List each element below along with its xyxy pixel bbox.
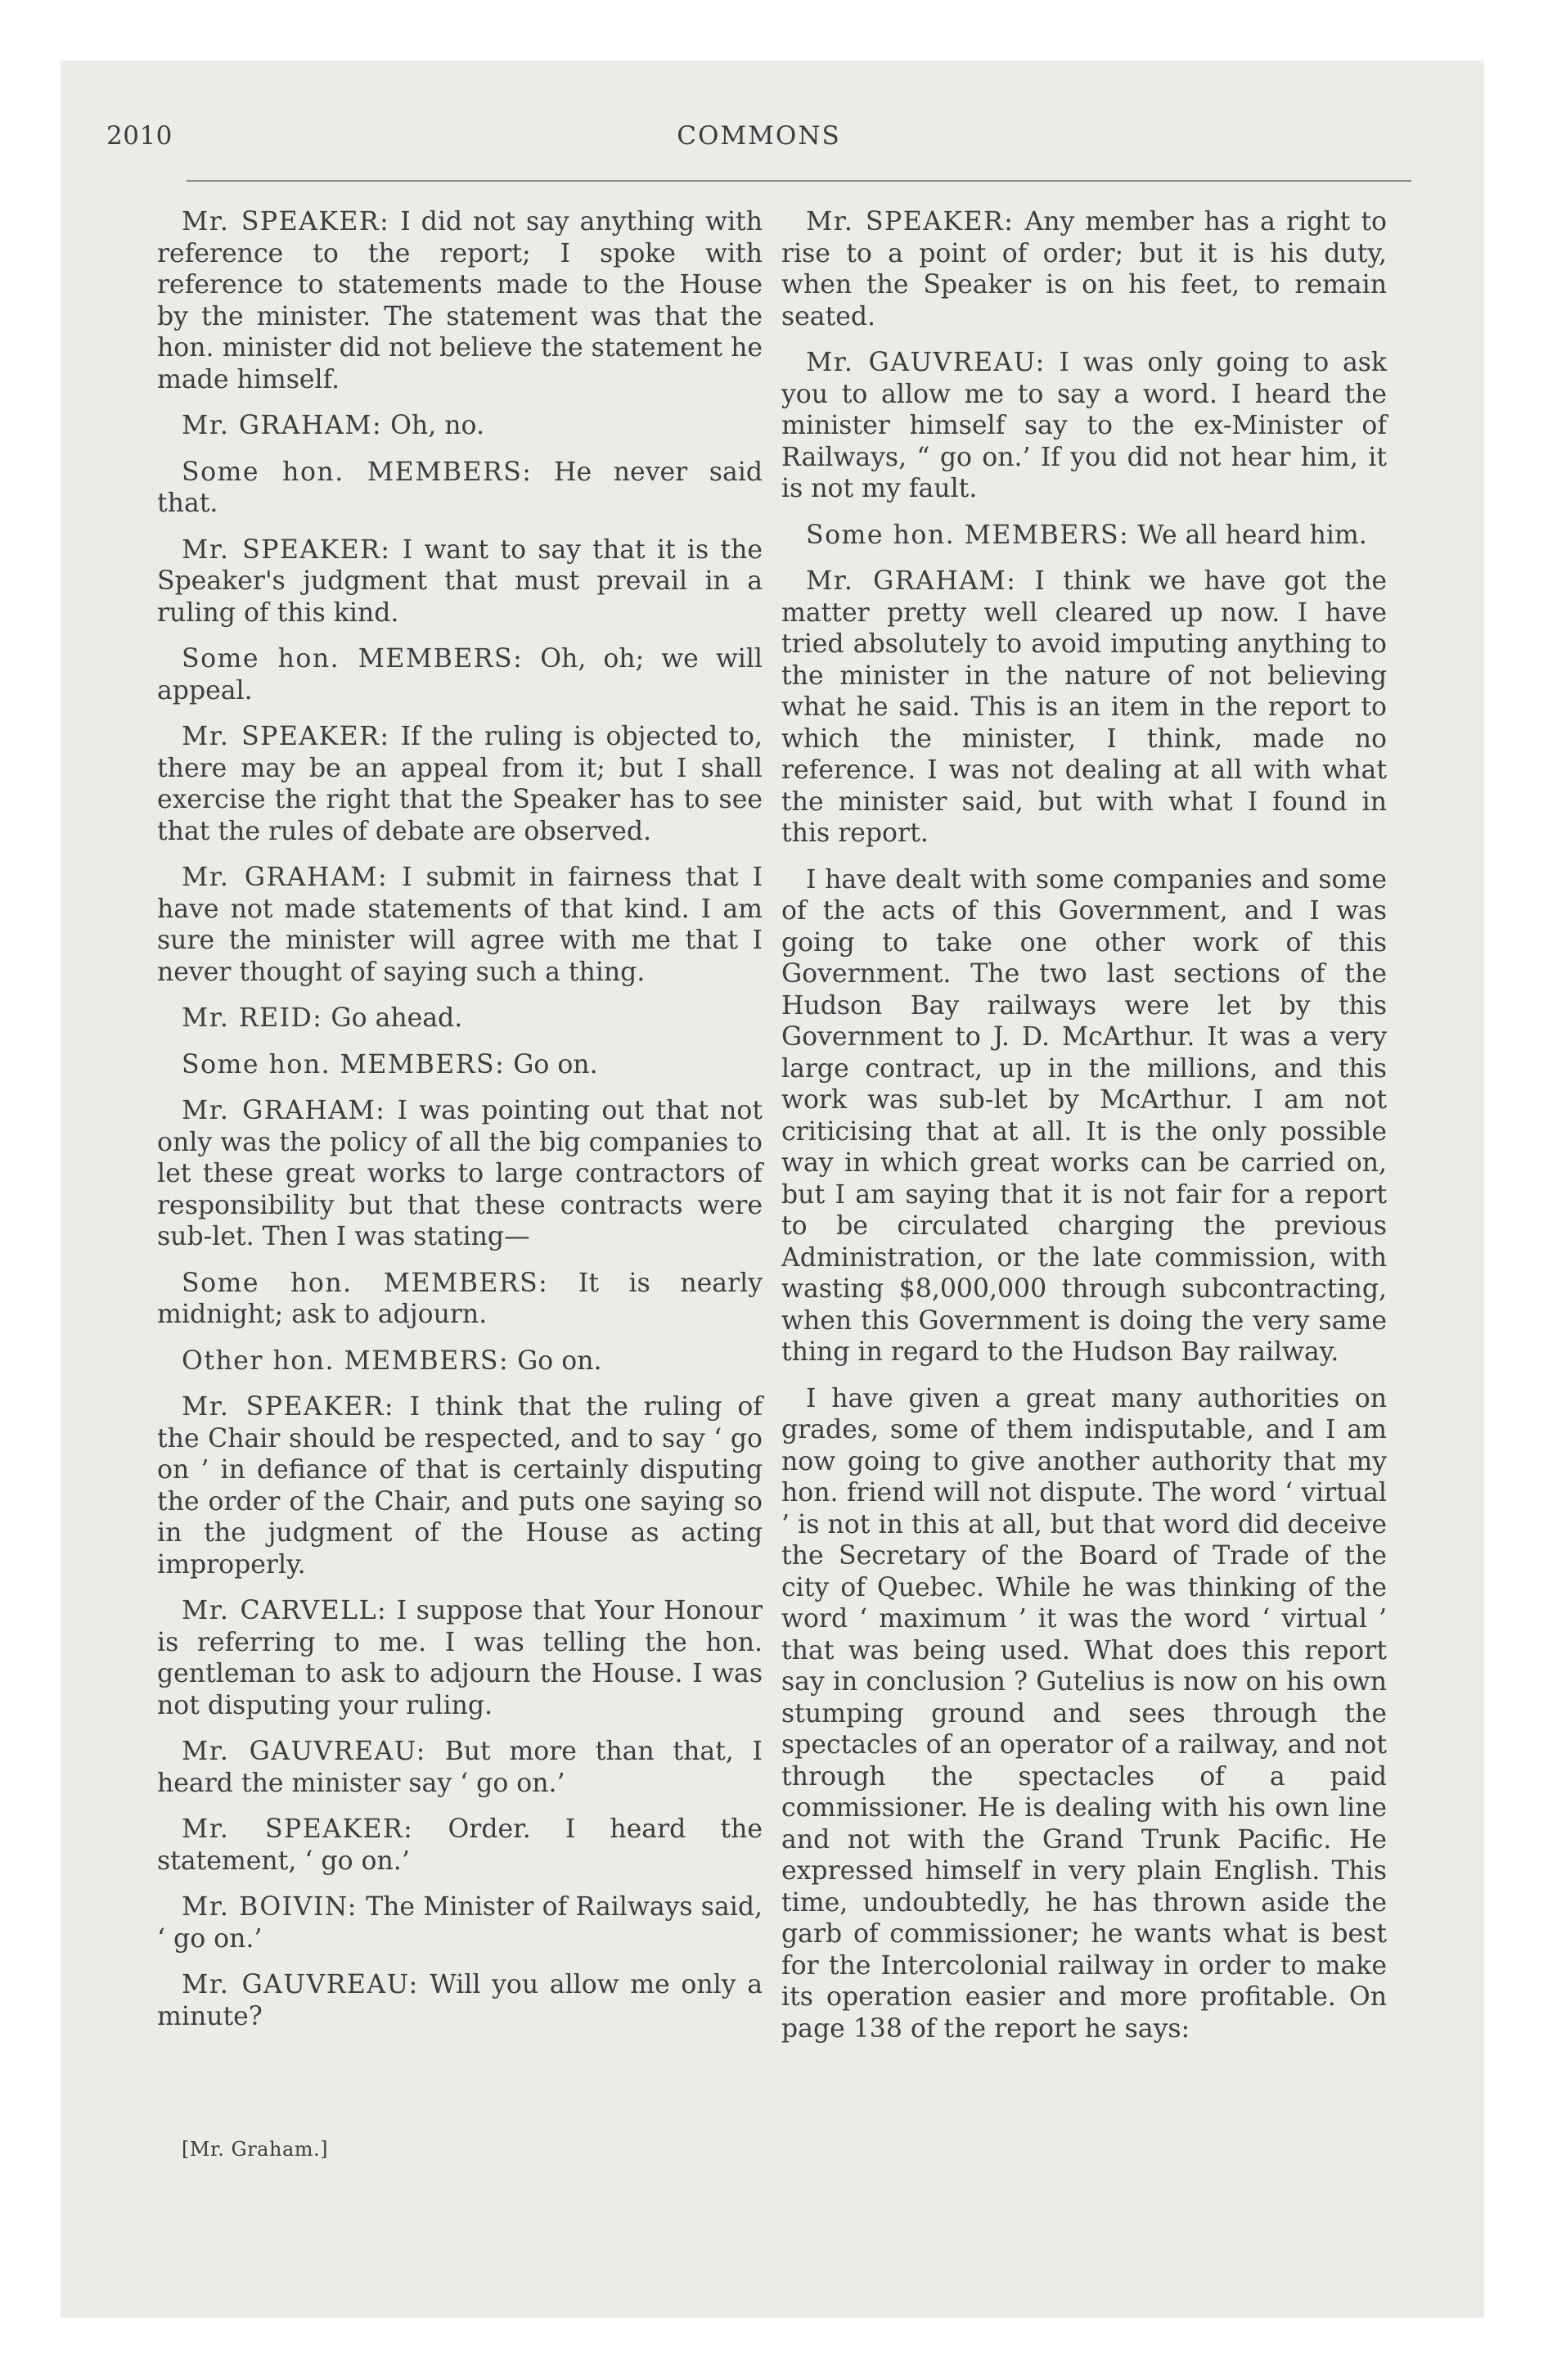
speech-text: It is nearly midnight; ask to adjourn.: [157, 1268, 763, 1329]
paragraph: [157, 1969, 763, 2032]
page-header: [106, 121, 1411, 154]
speech-text: I want to say that it is the Speaker's judgment that must prevail in a ruling of this kind.: [157, 534, 763, 628]
speech-text: I think that the ruling of the Chair should be respected, and to say ‘ go on ’ in defiance of that is certainly disputing the order of the Chair, and puts one saying so in the judgment of the House as acting improperly.: [157, 1392, 763, 1580]
header-rule: [187, 180, 1411, 182]
left-column: [157, 206, 763, 2047]
speaker-name: Mr. BOIVIN:: [182, 1892, 358, 1922]
speaker-name: Other hon. MEMBERS:: [182, 1346, 510, 1376]
speaker-name: Mr. SPEAKER:: [182, 534, 391, 565]
paragraph: [157, 206, 763, 395]
speech-text: Order. I heard the statement, ‘ go on.’: [157, 1814, 763, 1876]
paragraph: [157, 1736, 763, 1799]
paragraph: [781, 864, 1387, 1368]
speaker-name: Mr. GAUVREAU:: [182, 1737, 426, 1766]
speech-text: We all heard him.: [1137, 520, 1367, 550]
speaker-name: Mr. SPEAKER:: [182, 1392, 395, 1422]
paragraph: [157, 1346, 763, 1377]
paragraph: [157, 1891, 763, 1954]
paragraph: [157, 643, 763, 706]
paragraph: [157, 862, 763, 988]
speech-text: I submit in fairness that I have not made statements of that kind. I am sure the minister will agree with me that I never thought of saying such a thing.: [157, 863, 763, 987]
speech-text: I was pointing out that not only was the policy of all the big companies to let these great works to large contractors of responsibility but that these contracts were sub-let. Then I was stating—: [157, 1096, 763, 1251]
speech-text: Go on.: [513, 1049, 598, 1080]
speaker-name: Mr. REID:: [182, 1003, 323, 1033]
speech-text: Go on.: [517, 1346, 602, 1376]
paragraph: [157, 1391, 763, 1580]
paragraph: [157, 1268, 763, 1331]
paragraph: [157, 457, 763, 520]
paragraph: [781, 566, 1387, 850]
speaker-name: Some hon. MEMBERS:: [806, 520, 1130, 550]
speaker-name: Mr. SPEAKER:: [182, 722, 390, 751]
speaker-name: Mr. GAUVREAU:: [806, 348, 1046, 377]
speech-text: Any member has a right to rise to a point of order; but it is his duty, when the Speaker is on his feet, to remain seated.: [781, 207, 1387, 331]
speech-text: But more than that, I heard the minister say ‘ go on.’: [157, 1737, 763, 1798]
paragraph: [781, 1383, 1387, 2045]
speech-text: Oh, oh; we will appeal.: [157, 644, 763, 705]
speech-text: Go ahead.: [331, 1003, 463, 1033]
speaker-name: Some hon. MEMBERS:: [182, 644, 524, 674]
speaker-name: Mr. GRAHAM:: [806, 566, 1017, 596]
speech-text: If the ruling is objected to, there may be an appeal from it; but I shall exercise the right that the Speaker has to see that the rules of debate are observed.: [157, 722, 763, 846]
speech-text: I have given a great many authorities on grades, some of them indisputable, and I am now going to give another authority that my hon. friend will not dispute. The word ‘ virtual ’ is not in this at all, but that word did deceive the Secretary of the Board of Trade of the city of Quebec. While he was thinking of the word ‘ maximum ’ it was the word ‘ virtual ’ that was being used. What does this report say in conclusion ? Gutelius is now on his own stumping ground and sees through the spectacles of an operator of a railway, and not through the spectacles of a paid commissioner. He is dealing with his own line and not with the Grand Trunk Pacific. He expressed himself in very plain English. This time, undoubtedly, he has thrown aside the garb of commissioner; he wants what is best for the Intercolonial railway in order to make its operation easier and more profitable. On page 138 of the report he says:: [781, 1383, 1387, 2044]
speaker-name: Mr. GRAHAM:: [182, 411, 383, 440]
paragraph: [781, 520, 1387, 552]
speaker-name: Mr. GRAHAM:: [182, 1096, 386, 1125]
speaker-name: Some hon. MEMBERS:: [182, 1268, 549, 1298]
paragraph: [157, 1003, 763, 1034]
speaker-name: Mr. SPEAKER:: [806, 207, 1015, 237]
paragraph: [157, 410, 763, 442]
speaker-name: Some hon. MEMBERS:: [182, 457, 533, 487]
speech-text: I suppose that Your Honour is referring to me. I was telling the hon. gentleman to ask to adjourn the House. I was not disputing your ruling.: [157, 1596, 763, 1720]
right-column: [781, 206, 1387, 2059]
speech-text: Oh, no.: [390, 411, 484, 440]
speech-text: The Minister of Railways said, ‘ go on.’: [157, 1892, 763, 1954]
speech-text: I was only going to ask you to allow me to say a word. I heard the minister himself say to the ex-Minister of Railways, “ go on.’ If you did not hear him, it is not my fault.: [781, 348, 1387, 503]
speech-text: Will you allow me only a minute?: [157, 1970, 763, 2031]
paragraph: [781, 347, 1387, 505]
speaker-name: Mr. GRAHAM:: [182, 863, 389, 892]
paragraph: [157, 721, 763, 847]
footer-speaker-note: [Mr. Graham.]: [182, 2138, 328, 2161]
speech-text: I have dealt with some companies and some of the acts of this Government, and I was going to take one other work of this Government. The two last sections of the Hudson Bay railways were let by this Government to J. D. McArthur. It was a very large contract, up in the millions, and this work was sub-let by McArthur. I am not criticising that at all. It is the only possible way in which great works can be carried on, but I am saying that it is not fair for a report to be circulated charging the previous Administration, or the late commission, with wasting $8,000,000 through subcontracting, when this Government is doing the very same thing in regard to the Hudson Bay railway.: [781, 864, 1387, 1367]
speaker-name: Some hon. MEMBERS:: [182, 1049, 506, 1080]
speech-text: I think we have got the matter pretty well cleared up now. I have tried absolutely to avoid imputing anything to the minister in the nature of not believing what he said. This is an item in the report to which the minister, I think, made no reference. I was not dealing at all with what the minister said, but with what I found in this report.: [781, 566, 1388, 848]
paragraph: [157, 1595, 763, 1721]
speaker-name: Mr. CARVELL:: [182, 1596, 388, 1625]
paragraph: [157, 1095, 763, 1253]
running-title: COMMONS: [677, 121, 841, 151]
speech-text: I did not say anything with reference to the report; I spoke with reference to statements made to the House by the minister. The statement was that the hon. minister did not believe the statement he made himself.: [157, 207, 763, 394]
paragraph: [157, 1049, 763, 1081]
speaker-name: Mr. SPEAKER:: [182, 207, 390, 237]
paragraph: [157, 534, 763, 629]
speaker-name: Mr. SPEAKER:: [182, 1814, 414, 1844]
page-number: 2010: [106, 121, 173, 151]
paragraph: [157, 1814, 763, 1877]
speaker-name: Mr. GAUVREAU:: [182, 1970, 419, 1999]
speech-text: He never said that.: [157, 457, 763, 518]
paragraph: [781, 206, 1387, 332]
